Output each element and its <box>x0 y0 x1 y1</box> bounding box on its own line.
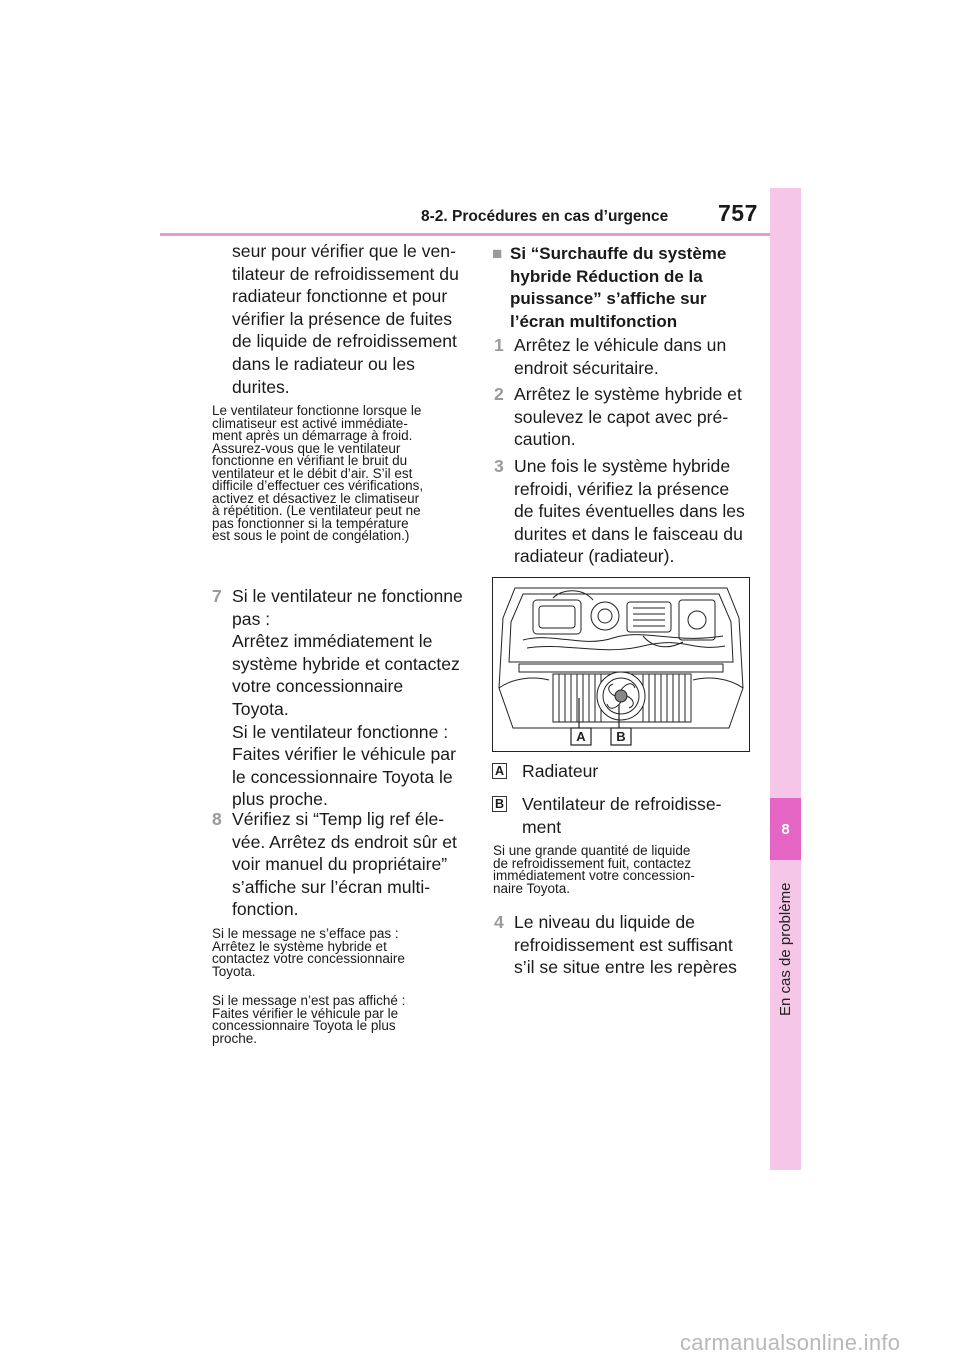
text-line: Si le ventilateur ne fonctionne <box>232 586 463 606</box>
text-line: refroidi, vérifiez la présence <box>514 478 730 499</box>
text-line: seur pour vérifier que le ven- <box>232 241 456 261</box>
text-line: Si le message ne s’efface pas : <box>212 926 399 941</box>
section-heading <box>510 243 760 333</box>
chapter-title: En cas de problème <box>776 882 794 1016</box>
text-line: Une fois le système hybride <box>514 456 731 476</box>
step-number: 7 <box>212 586 222 606</box>
callout-box: B <box>492 796 507 812</box>
text-line: vée. Arrêtez ds endroit sûr et <box>232 831 457 852</box>
text-line: ment après un démarrage à froid. <box>212 428 413 443</box>
legend-text-b <box>522 793 762 838</box>
text-line: Arrêtez le système hybride et <box>514 384 742 404</box>
step-number: 4 <box>494 912 504 932</box>
text-line: ment <box>522 816 562 837</box>
continued-paragraph <box>232 240 472 398</box>
legend-text-a <box>522 760 598 783</box>
text-line: immédiatement votre concession- <box>493 868 695 883</box>
note-message-not-shown <box>212 995 472 1045</box>
step-7-text <box>232 585 472 811</box>
text-line: Si une grande quantité de liquide <box>493 843 691 858</box>
step-number: 8 <box>212 809 222 829</box>
text-line: voir manuel du propriétaire” <box>232 854 448 875</box>
engine-bay-drawing <box>493 578 749 751</box>
text-line: tilateur de refroidissement du <box>232 263 459 284</box>
text-line: Si le message n’est pas affiché : <box>212 993 406 1008</box>
text-line: votre concessionnaire <box>232 676 404 697</box>
text-line: fonctionne en vérifiant le bruit du <box>212 453 408 468</box>
text-line: climatiseur est activé immédiate- <box>212 415 408 431</box>
text-line: ventilateur et le débit d’air. S’il est <box>212 465 413 481</box>
text-line: Radiateur <box>522 761 599 781</box>
watermark: carmanualsonline.info <box>680 1330 901 1355</box>
text-line: contactez votre concessionnaire <box>212 951 405 966</box>
text-line: Faites vérifier le véhicule par le <box>212 1005 399 1021</box>
step-3-text <box>514 455 759 568</box>
step-1-text <box>514 334 759 379</box>
step-number: 1 <box>494 335 504 355</box>
text-line: difficile d’effectuer ces vérifications, <box>212 478 424 493</box>
text-line: pas fonctionner si la température <box>212 515 409 531</box>
text-line: puissance” s’affiche sur <box>510 289 707 308</box>
text-line: Arrêtez le véhicule dans un <box>514 335 727 355</box>
engine-bay-illustration <box>492 577 750 752</box>
text-line: refroidissement est suffisant <box>514 934 733 955</box>
text-line: l’écran multifonction <box>510 311 678 331</box>
text-line: radiateur (radiateur). <box>514 546 675 567</box>
text-line: durites et dans le faisceau du <box>514 523 743 544</box>
text-line: de fuites éventuelles dans les <box>514 501 745 522</box>
text-line: caution. <box>514 429 576 450</box>
text-line: hybride Réduction de la <box>510 266 703 286</box>
text-line: activez et désactivez le climatiseur <box>212 490 420 506</box>
figure-callout-a: A <box>576 729 586 744</box>
text-line: s’affiche sur l’écran multi- <box>232 876 431 897</box>
text-line: Arrêtez le système hybride et <box>212 938 387 954</box>
text-line: Toyota. <box>232 698 289 719</box>
text-line: est sous le point de congélation.) <box>212 528 410 543</box>
text-line: Vérifiez si “Temp lig ref éle- <box>232 809 445 829</box>
note-message-persists <box>212 928 472 978</box>
text-line: dans le radiateur ou les <box>232 353 415 374</box>
text-line: plus proche. <box>232 789 328 810</box>
text-line: Si le ventilateur fonctionne : <box>232 721 449 742</box>
text-line: Ventilateur de refroidisse- <box>522 794 722 814</box>
step-number: 3 <box>494 456 504 476</box>
step-8-text <box>232 808 472 921</box>
text-line: de liquide de refroidissement <box>232 331 457 352</box>
text-line: concessionnaire Toyota le plus <box>212 1018 396 1033</box>
text-line: vérifier la présence de fuites <box>232 308 453 329</box>
text-line: pas : <box>232 608 271 629</box>
text-line: s’il se situe entre les repères <box>514 957 737 978</box>
callout-box: A <box>492 763 507 779</box>
text-line: proche. <box>212 1030 258 1046</box>
note-coolant-leak <box>493 845 753 895</box>
text-line: à répétition. (Le ventilateur peut ne <box>212 503 421 518</box>
text-line: Arrêtez immédiatement le <box>232 631 433 652</box>
text-line: Le ventilateur fonctionne lorsque le <box>212 403 422 418</box>
figure-callout-b: B <box>616 729 626 744</box>
text-line: radiateur fonctionne et pour <box>232 286 448 307</box>
step-2-text <box>514 383 759 451</box>
note-fan-operation <box>212 405 472 543</box>
text-line: Toyota. <box>212 963 256 979</box>
section-title: 8-2. Procédures en cas d’urgence <box>421 208 669 225</box>
text-line: fonction. <box>232 899 299 920</box>
header-rule <box>160 233 770 236</box>
text-line: endroit sécuritaire. <box>514 357 659 378</box>
text-line: Faites vérifier le véhicule par <box>232 744 456 765</box>
page-number: 757 <box>718 200 758 226</box>
text-line: soulevez le capot avec pré- <box>514 406 729 427</box>
step-number: 2 <box>494 384 504 404</box>
text-line: Si “Surchauffe du système <box>510 244 727 263</box>
step-4-text <box>514 911 759 979</box>
legend-key-b <box>492 795 507 813</box>
text-line: de refroidissement fuit, contactez <box>493 855 692 871</box>
text-line: naire Toyota. <box>493 880 571 896</box>
text-line: le concessionnaire Toyota le <box>232 766 453 787</box>
chapter-number-badge: 8 <box>770 798 801 860</box>
text-line: système hybride et contactez <box>232 653 460 674</box>
legend-key-a <box>492 762 507 780</box>
heading-bullet-square: ■ <box>492 244 503 263</box>
chapter-title-vertical <box>770 870 801 1030</box>
text-line: Le niveau du liquide de <box>514 912 695 932</box>
text-line: Assurez-vous que le ventilateur <box>212 440 401 456</box>
text-line: durites. <box>232 376 290 397</box>
